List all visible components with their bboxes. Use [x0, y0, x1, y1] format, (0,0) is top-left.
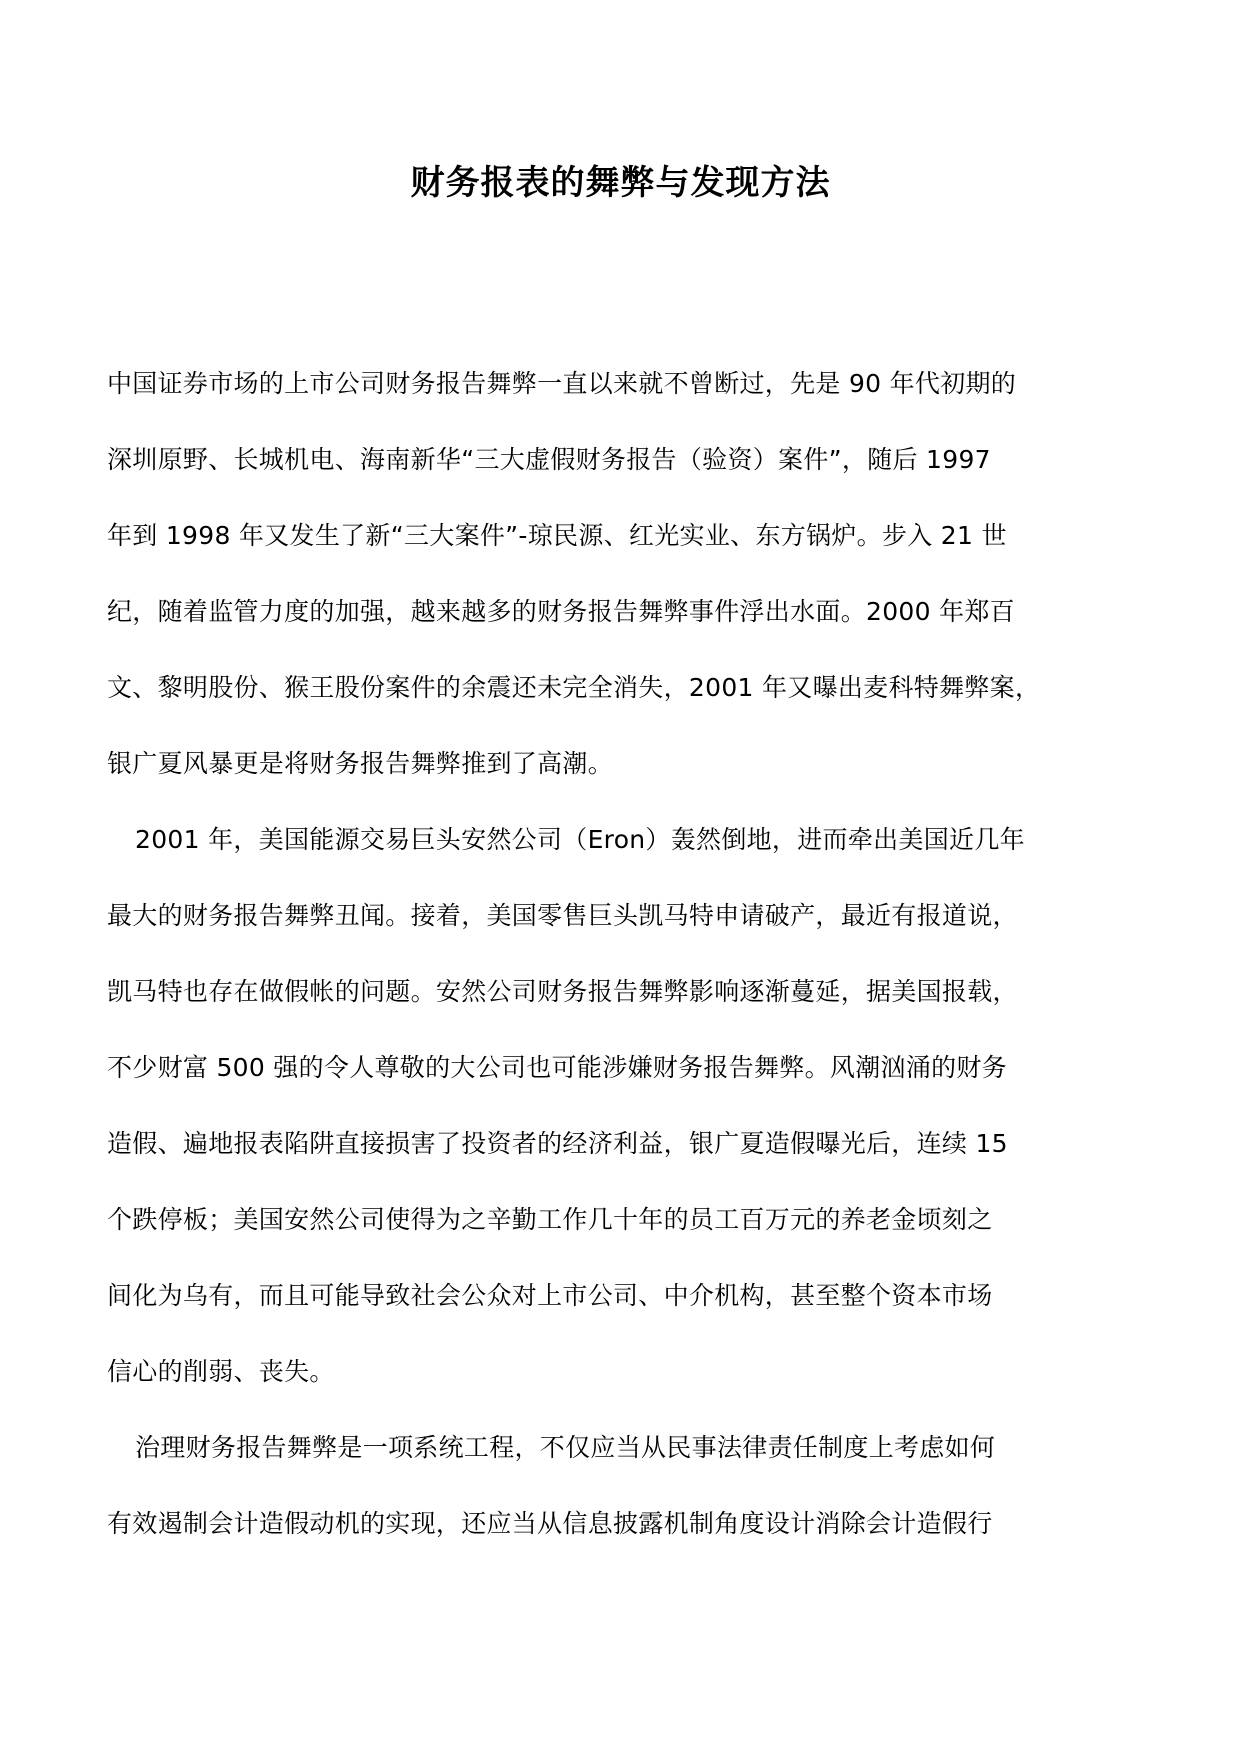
paragraph-line: 个跌停板；美国安然公司使得为之辛勤工作几十年的员工百万元的养老金顷刻之	[107, 1205, 993, 1234]
paragraph-1	[107, 346, 1137, 802]
document-body	[107, 346, 1137, 1562]
paragraph-line: 中国证券市场的上市公司财务报告舞弊一直以来就不曾断过，先是 90 年代初期的	[107, 369, 1017, 398]
paragraph-line: 造假、遍地报表陷阱直接损害了投资者的经济利益，银广夏造假曝光后，连续 15	[107, 1129, 1008, 1158]
paragraph-line: 银广夏风暴更是将财务报告舞弊推到了高潮。	[107, 749, 614, 778]
paragraph-line: 治理财务报告舞弊是一项系统工程，不仅应当从民事法律责任制度上考虑如何	[135, 1433, 996, 1462]
paragraph-line: 文、黎明股份、猴王股份案件的余震还未完全消失，2001 年又曝出麦科特舞弊案，	[107, 673, 1041, 702]
paragraph-2	[107, 802, 1137, 1410]
paragraph-line: 2001 年，美国能源交易巨头安然公司（Eron）轰然倒地，进而牵出美国近几年	[135, 825, 1025, 854]
paragraph-line: 纪，随着监管力度的加强，越来越多的财务报告舞弊事件浮出水面。2000 年郑百	[107, 597, 1015, 626]
paragraph-line: 间化为乌有，而且可能导致社会公众对上市公司、中介机构，甚至整个资本市场	[107, 1281, 993, 1310]
paragraph-line: 信心的削弱、丧失。	[107, 1357, 335, 1386]
paragraph-line: 年到 1998 年又发生了新“三大案件”-琼民源、红光实业、东方锅炉。步入 21 世	[107, 521, 1007, 550]
paragraph-line: 凯马特也存在做假帐的问题。安然公司财务报告舞弊影响逐渐蔓延，据美国报载，	[107, 977, 1018, 1006]
paragraph-line: 最大的财务报告舞弊丑闻。接着，美国零售巨头凯马特申请破产，最近有报道说，	[107, 901, 1018, 930]
paragraph-line: 不少财富 500 强的令人尊敬的大公司也可能涉嫌财务报告舞弊。风潮汹涌的财务	[107, 1053, 1008, 1082]
paragraph-3	[107, 1410, 1137, 1562]
paragraph-line: 有效遏制会计造假动机的实现，还应当从信息披露机制角度设计消除会计造假行	[107, 1509, 993, 1538]
document-title: 财务报表的舞弊与发现方法	[410, 163, 831, 203]
paragraph-line: 深圳原野、长城机电、海南新华“三大虚假财务报告（验资）案件”，随后 1997	[107, 445, 991, 474]
